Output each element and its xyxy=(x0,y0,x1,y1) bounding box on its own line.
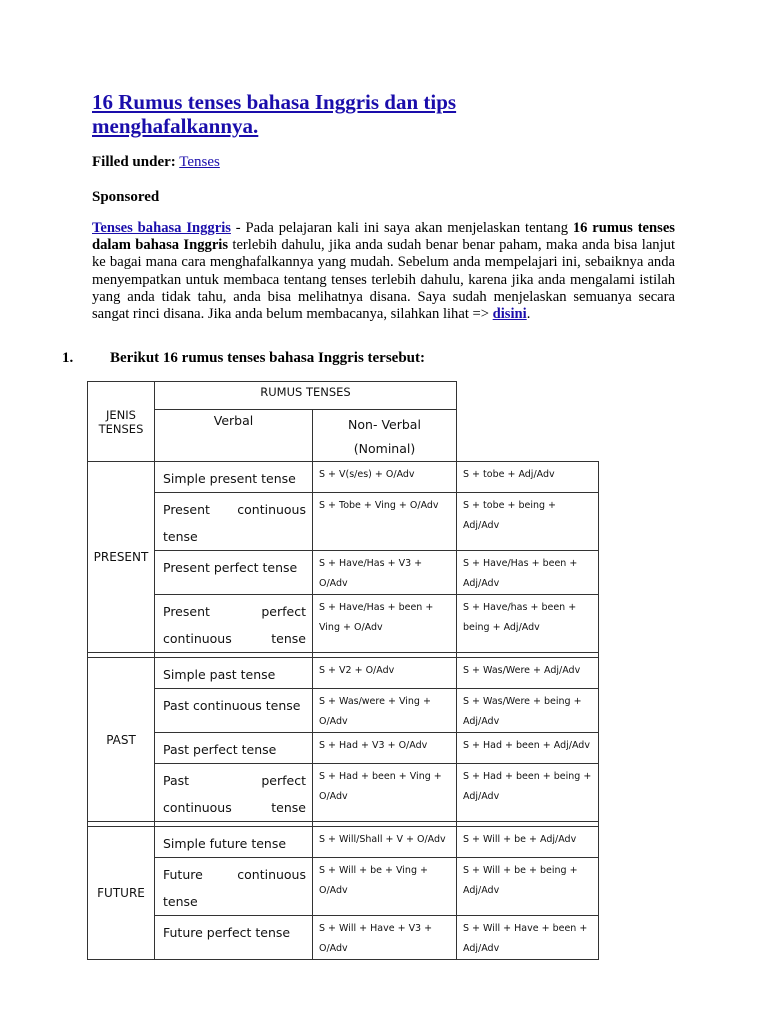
nominal-formula: S + tobe + Adj/Adv xyxy=(457,462,599,493)
filled-under xyxy=(92,154,220,171)
tense-name: Present perfect continuous tense xyxy=(155,595,313,653)
table-row xyxy=(88,858,599,916)
group-label: FUTURE xyxy=(88,827,155,960)
intro-paragraph xyxy=(92,220,675,323)
nominal-formula: S + tobe + being + Adj/Adv xyxy=(457,493,599,551)
verbal-formula: S + V2 + O/Adv xyxy=(313,658,457,689)
table-row xyxy=(88,827,599,858)
verbal-formula: S + Had + been + Ving + O/Adv xyxy=(313,764,457,822)
list-item xyxy=(62,350,425,367)
header-jenis-tenses: JENIS TENSES xyxy=(88,382,155,462)
header-nonverbal: Non- Verbal (Nominal) xyxy=(313,410,457,462)
intro-end: . xyxy=(526,306,531,323)
verbal-formula: S + Will + Have + V3 + O/Adv xyxy=(313,916,457,960)
article-title[interactable]: 16 Rumus tenses bahasa Inggris dan tips menghafalkannya. xyxy=(92,90,457,138)
verbal-formula: S + Will/Shall + V + O/Adv xyxy=(313,827,457,858)
tense-name: Present continuous tense xyxy=(155,493,313,551)
tense-name: Simple past tense xyxy=(155,658,313,689)
list-number: 1. xyxy=(62,350,74,366)
verbal-formula: S + Tobe + Ving + O/Adv xyxy=(313,493,457,551)
filled-under-label: Filled under: xyxy=(92,154,176,170)
group-label: PRESENT xyxy=(88,462,155,653)
tense-name: Future continuous tense xyxy=(155,858,313,916)
verbal-formula: S + Have/Has + been + Ving + O/Adv xyxy=(313,595,457,653)
tense-name: Past perfect continuous tense xyxy=(155,764,313,822)
table-row xyxy=(88,916,599,960)
group-label: PAST xyxy=(88,658,155,822)
disini-link[interactable]: disini xyxy=(492,306,527,323)
nominal-formula: S + Was/Were + Adj/Adv xyxy=(457,658,599,689)
nominal-formula: S + Had + been + being + Adj/Adv xyxy=(457,764,599,822)
tense-name: Past continuous tense xyxy=(155,689,313,733)
table-row xyxy=(88,493,599,551)
tense-name: Past perfect tense xyxy=(155,733,313,764)
header-rumus-tenses: RUMUS TENSES xyxy=(155,382,457,410)
intro-bold: 16 rumus tenses dalam bahasa Inggris xyxy=(92,220,675,254)
nominal-formula: S + Will + be + Adj/Adv xyxy=(457,827,599,858)
nominal-formula: S + Will + Have + been + Adj/Adv xyxy=(457,916,599,960)
nominal-formula: S + Will + be + being + Adj/Adv xyxy=(457,858,599,916)
tenses-table xyxy=(87,381,599,960)
tense-name: Present perfect tense xyxy=(155,551,313,595)
nominal-formula: S + Had + been + Adj/Adv xyxy=(457,733,599,764)
intro-text-2: terlebih dahulu, jika anda sudah benar benar paham, maka anda bisa lanjut ke bagai mana cara menghafalkannya yang mudah. Sebelum anda mempelajari ini, sebaiknya anda menyempatkan untuk membaca tentang tenses terlebih dahulu, karena jika anda mengalami istilah yang anda tidak tahu, anda bisa melihatnya disana. Saya sudah menjelaskan semuanya secara sangat rinci disana. Jika anda belum membacanya, silahkan lihat => xyxy=(92,237,675,323)
table-row xyxy=(88,733,599,764)
verbal-formula: S + Have/Has + V3 + O/Adv xyxy=(313,551,457,595)
table-row xyxy=(88,689,599,733)
nominal-formula: S + Have/Has + been + Adj/Adv xyxy=(457,551,599,595)
table-row xyxy=(88,764,599,822)
intro-text-1: - Pada pelajaran kali ini saya akan menjelaskan tentang xyxy=(230,220,573,236)
verbal-formula: S + Had + V3 + O/Adv xyxy=(313,733,457,764)
verbal-formula: S + Was/were + Ving + O/Adv xyxy=(313,689,457,733)
sponsored-label: Sponsored xyxy=(92,189,160,205)
nominal-formula: S + Was/Were + being + Adj/Adv xyxy=(457,689,599,733)
nominal-formula: S + Have/has + been + being + Adj/Adv xyxy=(457,595,599,653)
header-verbal: Verbal xyxy=(155,410,313,462)
table-row xyxy=(88,595,599,653)
verbal-formula: S + V(s/es) + O/Adv xyxy=(313,462,457,493)
table-row xyxy=(88,658,599,689)
tense-name: Simple future tense xyxy=(155,827,313,858)
category-link[interactable]: Tenses xyxy=(179,154,220,170)
tense-name: Simple present tense xyxy=(155,462,313,493)
table-row xyxy=(88,462,599,493)
verbal-formula: S + Will + be + Ving + O/Adv xyxy=(313,858,457,916)
table-row xyxy=(88,551,599,595)
list-text: Berikut 16 rumus tenses bahasa Inggris tersebut: xyxy=(110,350,426,366)
tense-name: Future perfect tense xyxy=(155,916,313,960)
tenses-link[interactable]: Tenses bahasa Inggris xyxy=(92,220,231,236)
